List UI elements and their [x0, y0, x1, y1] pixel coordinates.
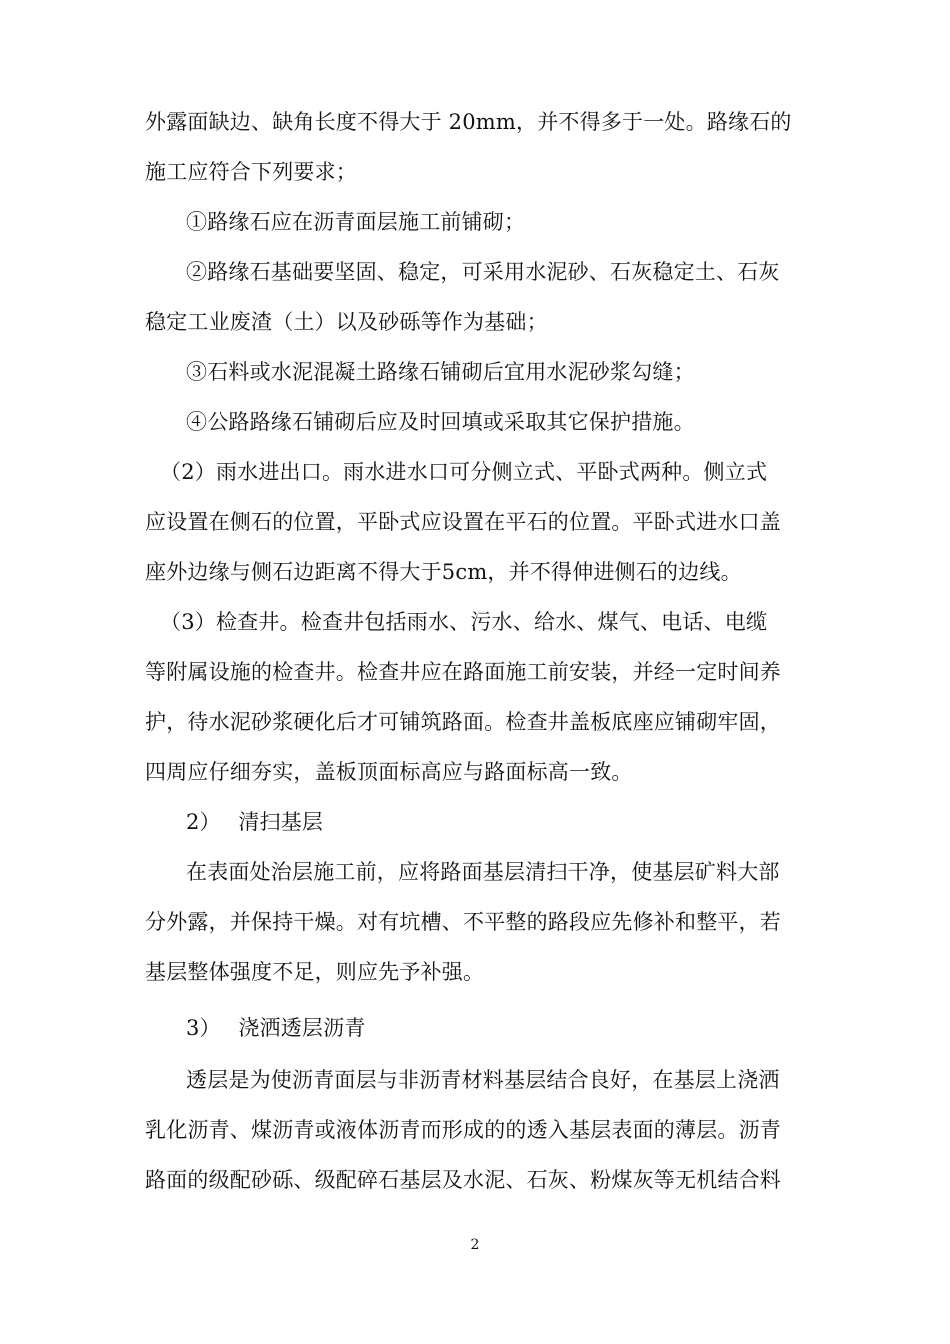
text-line-2: 施工应符合下列要求；	[145, 160, 357, 184]
section-heading-3: 3） 浇洒透层沥青	[186, 1016, 366, 1040]
text-line-12: 等附属设施的检查井。检查井应在路面施工前安装，并经一定时间养	[145, 660, 781, 684]
text-line-7: ④公路路缘石铺砌后应及时回填或采取其它保护措施。	[186, 410, 695, 434]
section-heading-2: 2） 清扫基层	[186, 810, 324, 834]
text-line-17: 分外露，并保持干燥。对有坑槽、不平整的路段应先修补和整平，若	[145, 910, 781, 934]
text-line-16: 在表面处治层施工前，应将路面基层清扫干净，使基层矿料大部	[186, 860, 780, 884]
text-line-1: 外露面缺边、缺角长度不得大于 20mm，并不得多于一处。路缘石的	[145, 110, 792, 134]
text-line-18: 基层整体强度不足，则应先予补强。	[145, 960, 485, 984]
text-line-13: 护，待水泥砂浆硬化后才可铺筑路面。检查井盖板底座应铺砌牢固，	[145, 710, 781, 734]
text-line-10: 座外边缘与侧石边距离不得大于5cm，并不得伸进侧石的边线。	[145, 560, 742, 584]
text-line-21: 乳化沥青、煤沥青或液体沥青而形成的的透入基层表面的薄层。沥青	[145, 1118, 781, 1142]
text-line-14: 四周应仔细夯实，盖板顶面标高应与路面标高一致。	[145, 760, 633, 784]
text-line-3: ①路缘石应在沥青面层施工前铺砌；	[186, 210, 526, 234]
text-line-6: ③石料或水泥混凝土路缘石铺砌后宜用水泥砂浆勾缝；	[186, 360, 695, 384]
text-line-20: 透层是为使沥青面层与非沥青材料基层结合良好，在基层上浇洒	[186, 1068, 780, 1092]
text-line-8: （2）雨水进出口。雨水进水口可分侧立式、平卧式两种。侧立式	[160, 460, 768, 484]
text-line-5: 稳定工业废渣（土）以及砂砾等作为基础；	[145, 310, 548, 334]
text-line-4: ②路缘石基础要坚固、稳定，可采用水泥砂、石灰稳定土、石灰	[186, 260, 780, 284]
page-number: 2	[470, 1237, 480, 1253]
text-line-11: （3）检查井。检查井包括雨水、污水、给水、煤气、电话、电缆	[160, 610, 768, 634]
text-line-22: 路面的级配砂砾、级配碎石基层及水泥、石灰、粉煤灰等无机结合料	[145, 1168, 781, 1192]
text-line-9: 应设置在侧石的位置，平卧式应设置在平石的位置。平卧式进水口盖	[145, 510, 781, 534]
